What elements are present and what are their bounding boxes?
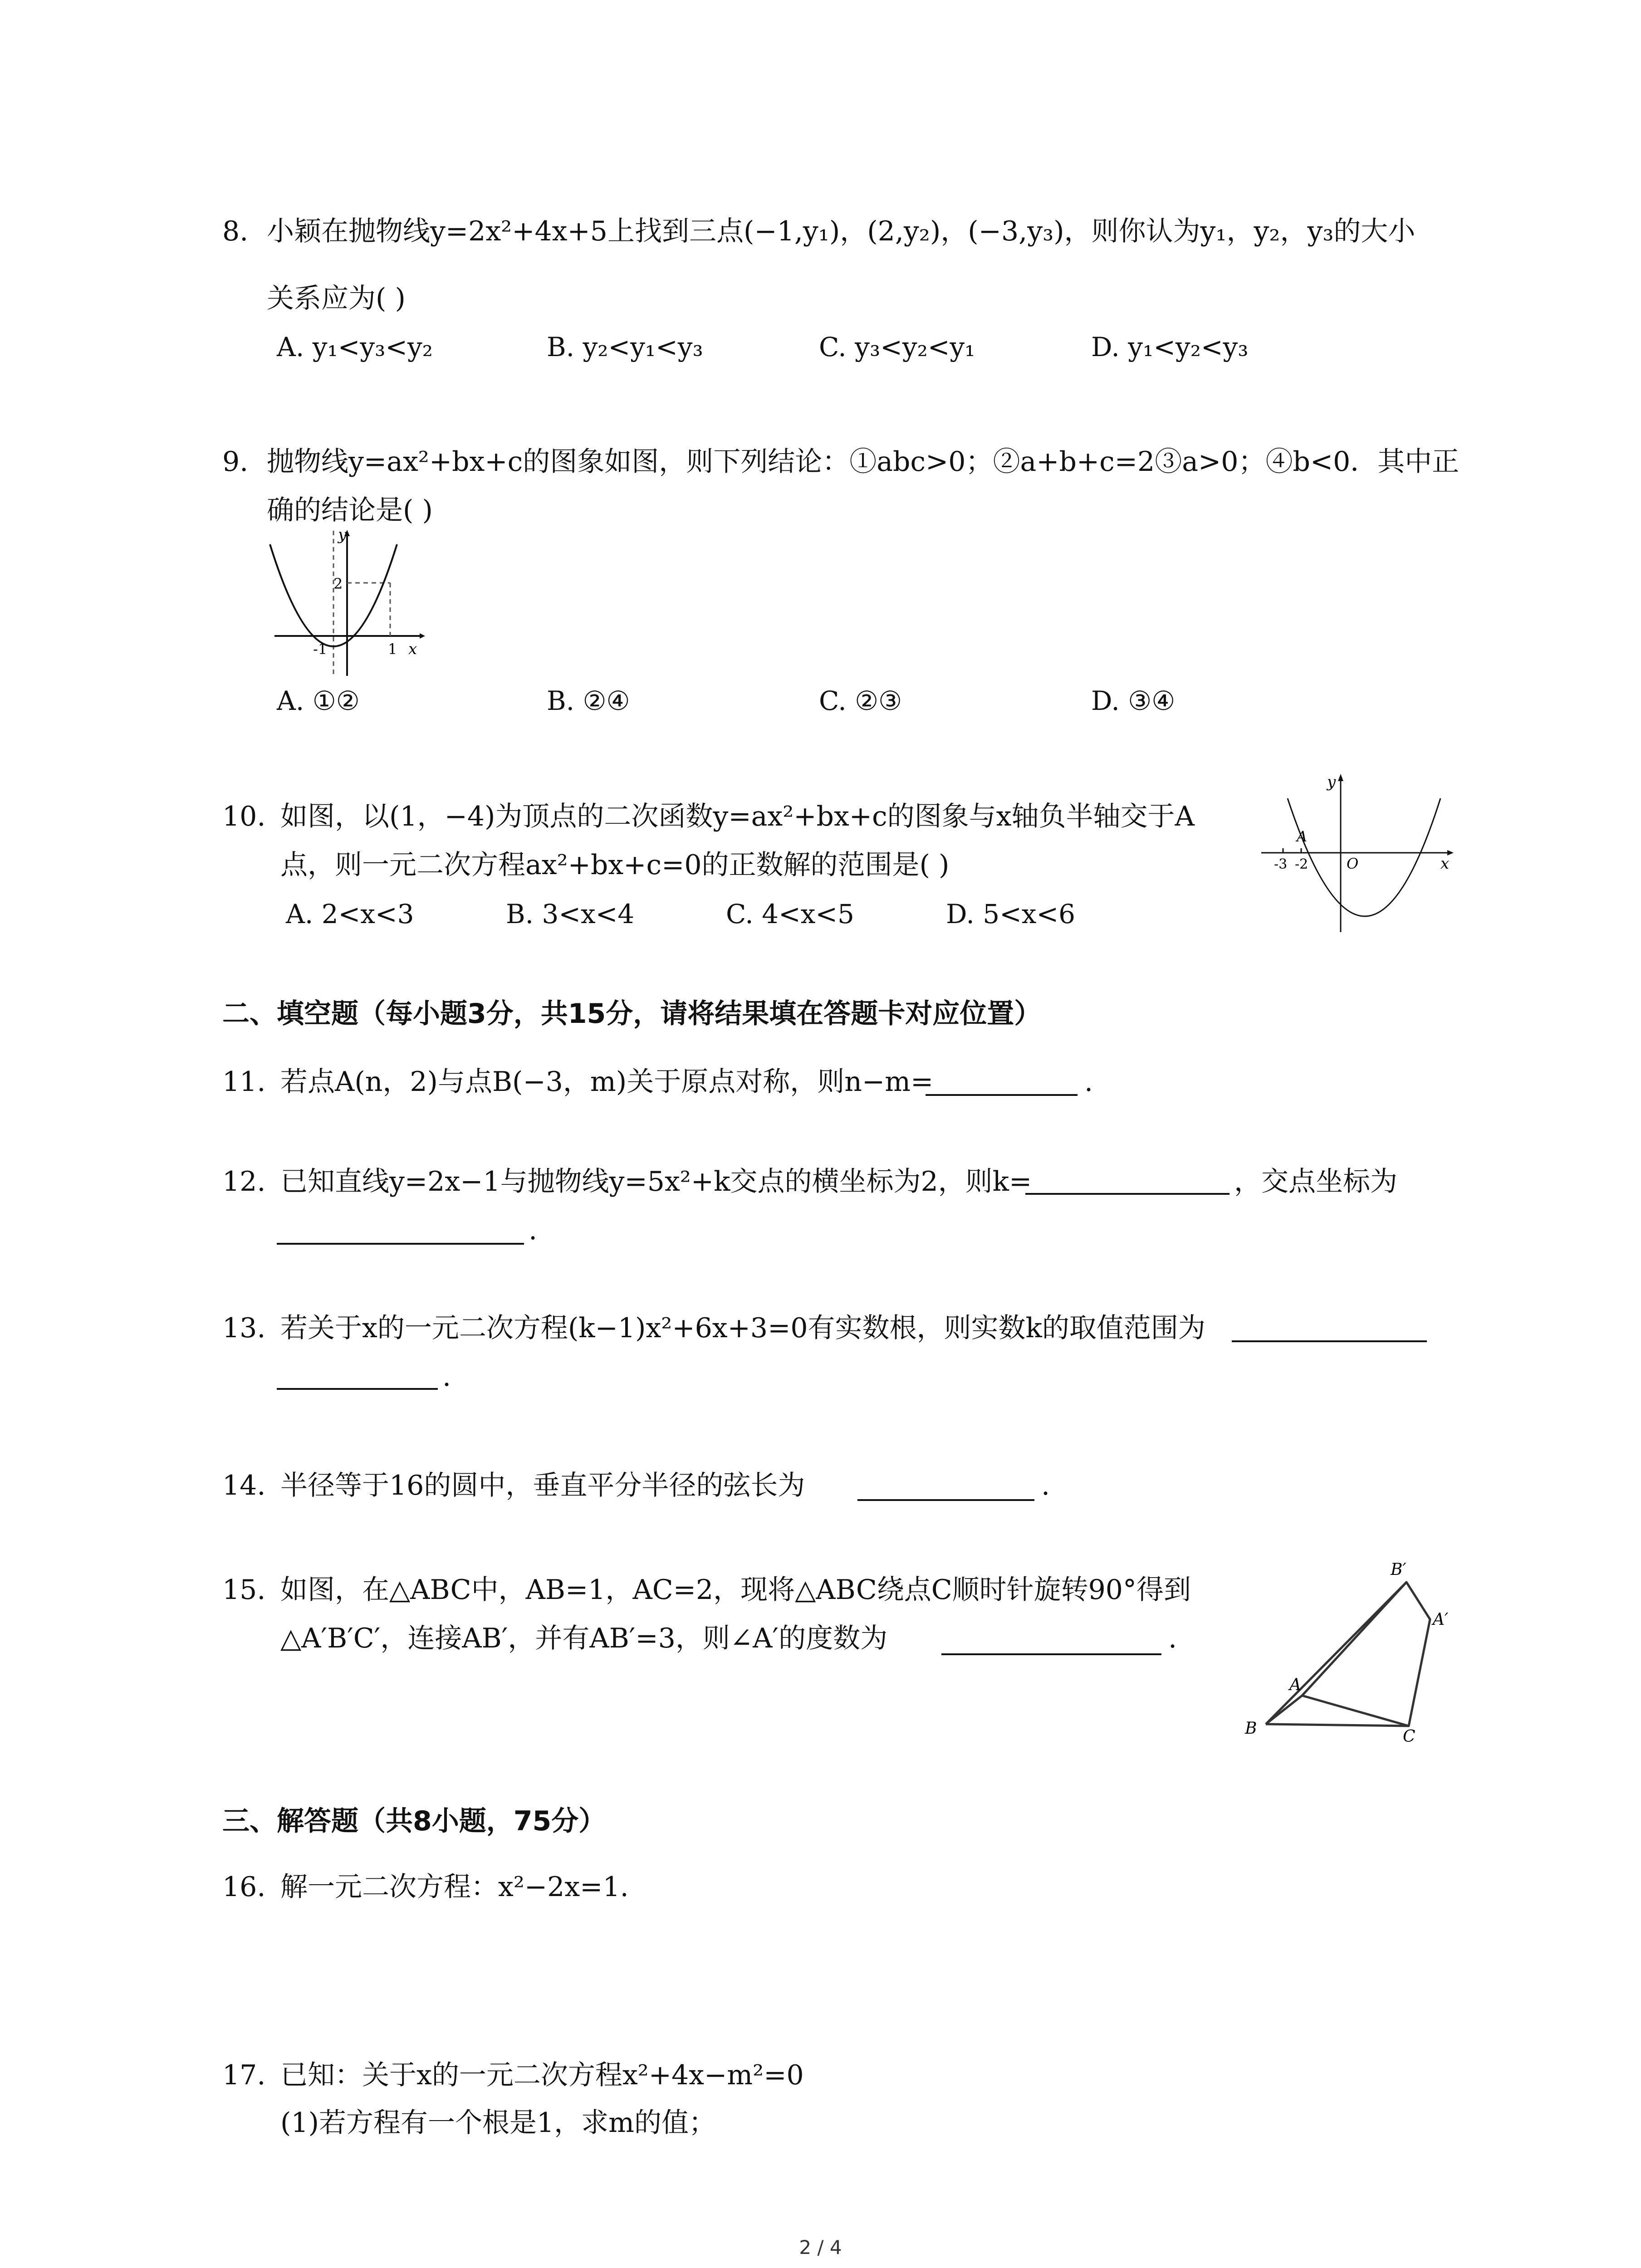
question-number: 17. bbox=[222, 2059, 266, 2091]
option-a: A. 2<x<3 bbox=[286, 899, 414, 929]
option-d: D. y₁<y₂<y₃ bbox=[1091, 332, 1249, 362]
label-a-prime: A′ bbox=[1433, 1610, 1449, 1629]
answer-blank[interactable] bbox=[277, 1243, 524, 1245]
question-text: 若关于x的一元二次方程(k−1)x²+6x+3=0有实数根，则实数k的取值范围为 bbox=[280, 1312, 1205, 1344]
triangle-figure-q15 bbox=[1234, 1551, 1461, 1746]
answer-blank[interactable] bbox=[277, 1388, 438, 1390]
sub-question-text: (1)若方程有一个根是1，求m的值； bbox=[280, 2107, 716, 2139]
label-a: A bbox=[1289, 1676, 1301, 1694]
point-a-label: A bbox=[1297, 828, 1308, 845]
question-number: 9. bbox=[222, 446, 249, 478]
question-number: 14. bbox=[222, 1470, 266, 1501]
y-axis-label: y bbox=[1327, 773, 1336, 791]
period: . bbox=[1168, 1623, 1177, 1654]
answer-blank[interactable] bbox=[926, 1094, 1078, 1096]
question-text: 解一元二次方程：x²−2x=1. bbox=[280, 1871, 629, 1903]
period: . bbox=[1084, 1066, 1093, 1098]
option-d: D. 5<x<6 bbox=[946, 899, 1076, 929]
question-number: 15. bbox=[222, 1574, 266, 1606]
question-text: 已知：关于x的一元二次方程x²+4x−m²=0 bbox=[280, 2059, 804, 2091]
option-d: D. ③④ bbox=[1091, 685, 1176, 716]
question-text-mid: ，交点坐标为 bbox=[1234, 1166, 1397, 1198]
tick-label: 2 bbox=[333, 575, 343, 592]
question-text: 半径等于16的圆中，垂直平分半径的弦长为 bbox=[280, 1470, 805, 1501]
question-number: 16. bbox=[222, 1871, 266, 1903]
label-c: C bbox=[1403, 1727, 1416, 1746]
question-text: 抛物线y=ax²+bx+c的图象如图，则下列结论：①abc>0；②a+b+c=2③a>0；④b<0．其中正 bbox=[267, 446, 1460, 478]
tick-label: -3 bbox=[1274, 856, 1288, 872]
period: . bbox=[529, 1214, 538, 1246]
question-text: 如图，在△ABC中，AB=1，AC=2，现将△ABC绕点C顺时针旋转90°得到 bbox=[280, 1574, 1191, 1606]
option-c: C. y₃<y₂<y₁ bbox=[819, 332, 975, 362]
question-number: 11. bbox=[222, 1066, 266, 1098]
tick-label: -1 bbox=[313, 640, 328, 658]
answer-blank[interactable] bbox=[1232, 1340, 1427, 1342]
tick-label: 1 bbox=[388, 640, 397, 658]
y-axis-label: y bbox=[338, 526, 347, 544]
question-text: 点，则一元二次方程ax²+bx+c=0的正数解的范围是( ) bbox=[280, 849, 950, 881]
x-axis-label: x bbox=[408, 640, 417, 658]
answer-blank[interactable] bbox=[857, 1499, 1034, 1501]
tick-label: -2 bbox=[1295, 856, 1308, 872]
option-b: B. ②④ bbox=[547, 685, 630, 716]
option-c: C. 4<x<5 bbox=[726, 899, 854, 929]
option-b: B. y₂<y₁<y₃ bbox=[547, 332, 703, 362]
question-text: △A′B′C′，连接AB′，并有AB′=3，则∠A′的度数为 bbox=[280, 1623, 888, 1654]
page-number: 2 / 4 bbox=[799, 2236, 842, 2258]
origin-label: O bbox=[1347, 855, 1359, 872]
x-axis-label: x bbox=[1440, 855, 1450, 873]
option-a: A. ①② bbox=[277, 685, 360, 716]
question-number: 13. bbox=[222, 1312, 266, 1344]
question-text: 如图，以(1，−4)为顶点的二次函数y=ax²+bx+c的图象与x轴负半轴交于A bbox=[280, 801, 1195, 832]
parabola-figure-q9 bbox=[263, 526, 426, 680]
question-text: 已知直线y=2x−1与抛物线y=5x²+k交点的横坐标为2，则k= bbox=[280, 1166, 1032, 1198]
question-number: 12. bbox=[222, 1166, 266, 1198]
answer-blank[interactable] bbox=[1025, 1193, 1230, 1195]
section-title: 三、解答题（共8小题，75分） bbox=[222, 1805, 606, 1837]
option-b: B. 3<x<4 bbox=[506, 899, 635, 929]
question-text: 关系应为( ) bbox=[267, 283, 406, 314]
option-c: C. ②③ bbox=[819, 685, 902, 716]
answer-blank[interactable] bbox=[941, 1653, 1161, 1655]
period: . bbox=[1041, 1470, 1050, 1501]
question-number: 8. bbox=[222, 215, 249, 247]
question-text: 确的结论是( ) bbox=[267, 494, 433, 526]
parabola-figure-q10 bbox=[1257, 771, 1456, 939]
option-a: A. y₁<y₃<y₂ bbox=[277, 332, 433, 362]
section-title: 二、填空题（每小题3分，共15分，请将结果填在答题卡对应位置） bbox=[222, 998, 1042, 1030]
period: . bbox=[442, 1361, 451, 1393]
question-text: 若点A(n，2)与点B(−3，m)关于原点对称，则n−m= bbox=[280, 1066, 934, 1098]
question-text: 小颖在抛物线y=2x²+4x+5上找到三点(−1,y₁)，(2,y₂)，(−3,y₃)，则你认为y₁，y₂，y₃的大小 bbox=[267, 215, 1416, 247]
label-b: B bbox=[1245, 1719, 1257, 1738]
question-number: 10. bbox=[222, 801, 266, 832]
label-b-prime: B′ bbox=[1391, 1560, 1406, 1579]
